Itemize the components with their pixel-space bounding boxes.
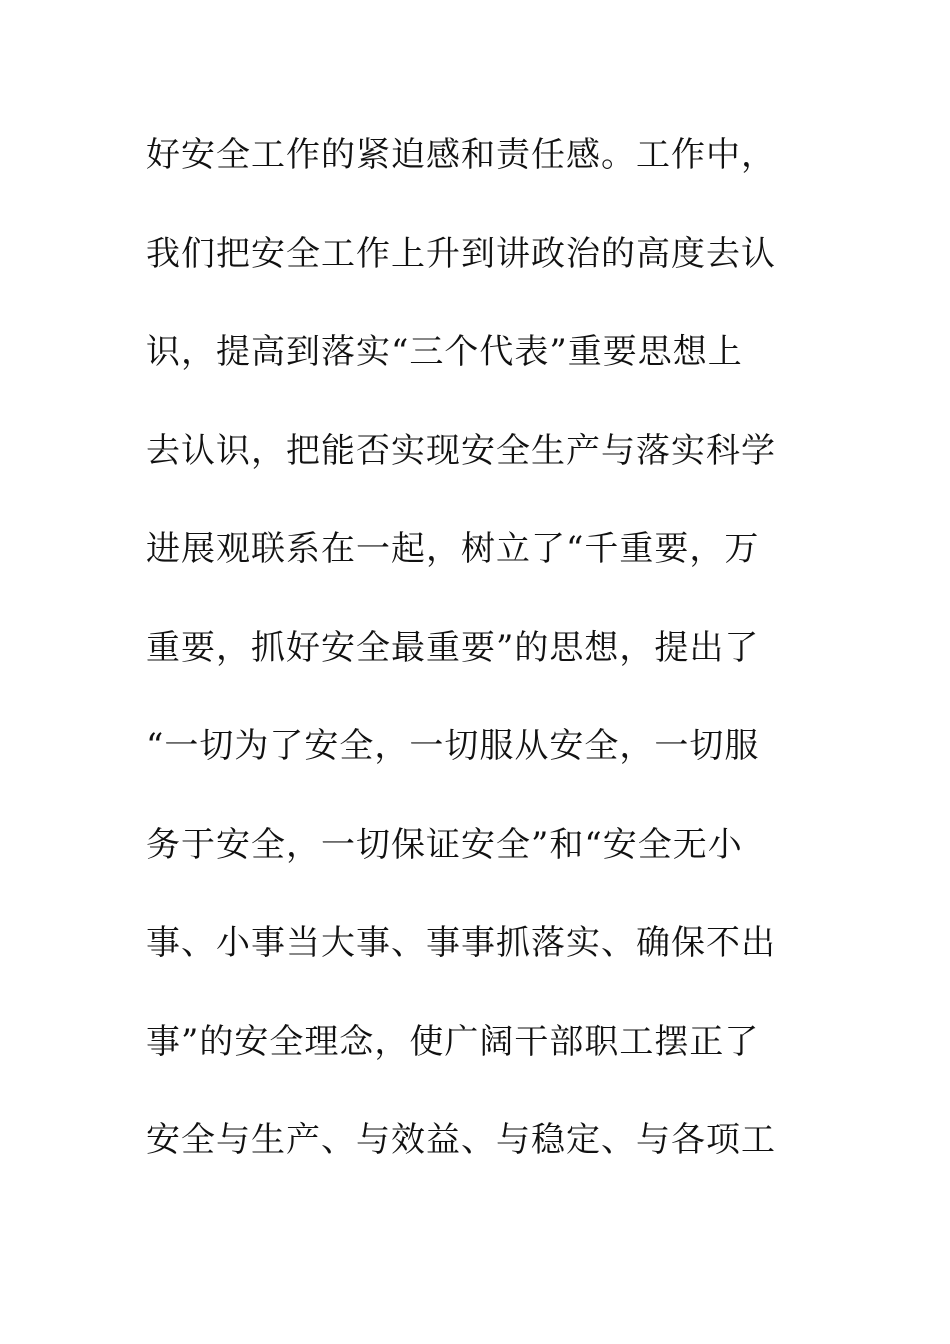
text-line: 重要，抓好安全最重要”的思想，提出了 xyxy=(146,627,760,668)
text-line: “一切为了安全，一切服从安全，一切服 xyxy=(146,726,760,766)
text-line: 识，提高到落实“三个代表”重要思想上 xyxy=(146,332,743,372)
text-line: 去认识，把能否实现安全生产与落实科学 xyxy=(146,430,776,471)
text-line: 安全与生产、与效益、与稳定、与各项工 xyxy=(146,1120,776,1160)
text-line: 我们把安全工作上升到讲政治的高度去认 xyxy=(146,233,776,274)
text-line: 事、小事当大事、事事抓落实、确保不出 xyxy=(146,923,776,963)
text-line: 进展观联系在一起，树立了“千重要，万 xyxy=(146,529,760,569)
text-line: 好安全工作的紧迫感和责任感。工作中， xyxy=(146,135,776,175)
text-line: 事”的安全理念，使广阔干部职工摆正了 xyxy=(146,1021,760,1062)
body-text xyxy=(146,126,806,1210)
text-line: 务于安全，一切保证安全”和“安全无小 xyxy=(146,824,743,865)
